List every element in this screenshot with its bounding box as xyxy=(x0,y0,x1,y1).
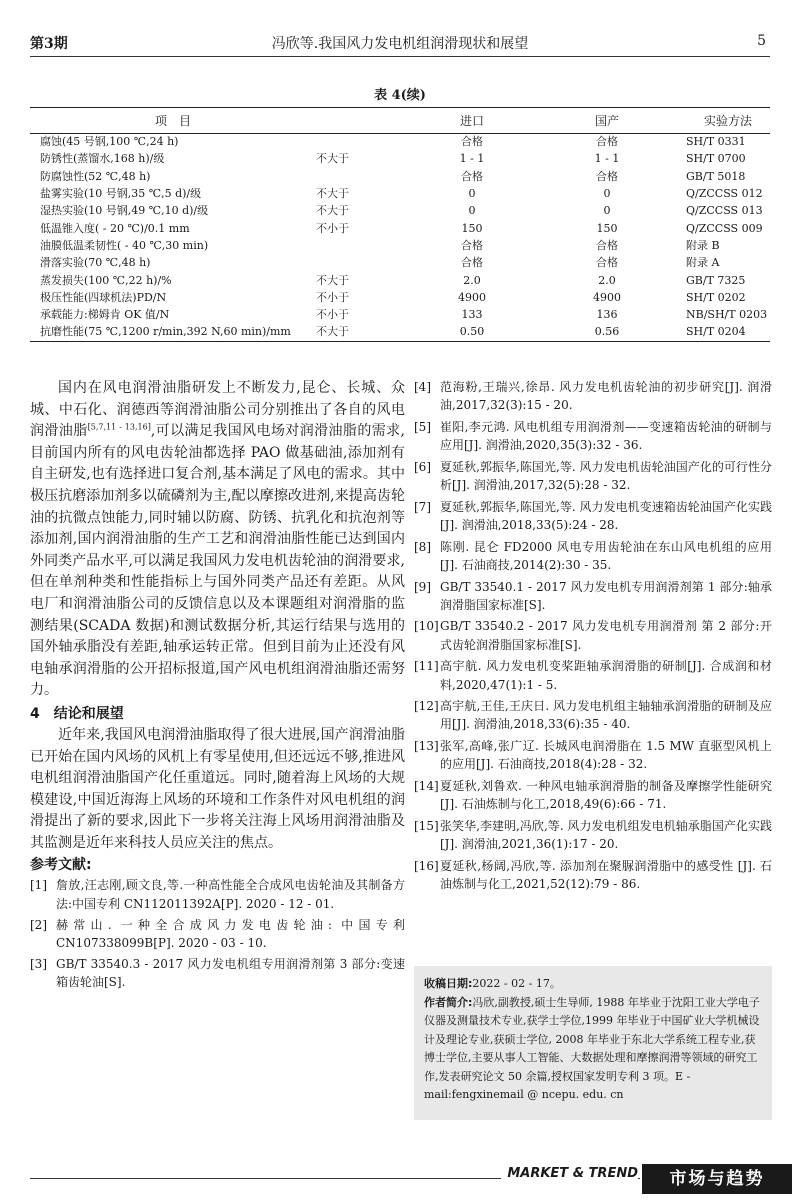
properties-table xyxy=(30,107,770,342)
cell-limit: 不大于 xyxy=(316,204,349,218)
cell-method: SH/T 0202 xyxy=(686,290,746,304)
reference-item xyxy=(414,657,772,693)
issue-number: 第3期 xyxy=(30,36,68,52)
reference-item xyxy=(414,498,772,534)
reference-number: [11] xyxy=(414,659,439,674)
reference-number: [15] xyxy=(414,818,439,833)
reference-number: [3] xyxy=(30,957,47,972)
cell-item: 油膜低温柔韧性( - 40 ℃,30 min) xyxy=(40,238,209,252)
cell-method: SH/T 0331 xyxy=(686,135,746,149)
reference-text: 高宇航,王佳,王庆日. 风力发电机组主轴轴承润滑脂的研制及应用[J]. 润滑油,2018,33(6):35 - 40. xyxy=(440,699,772,732)
cell-method: 附录 A xyxy=(686,256,720,270)
footer-section-english: MARKET & TREND xyxy=(501,1166,638,1181)
table-row xyxy=(30,255,770,272)
cell-import: 133 xyxy=(461,308,483,322)
table-row xyxy=(30,237,770,254)
reference-item xyxy=(414,538,772,574)
reference-text: 张笑华,李建明,冯欣,等. 风力发电机组发电机轴承脂国产化实践[J]. 润滑油,2021,36(1):17 - 20. xyxy=(440,818,772,852)
table-row xyxy=(30,324,770,341)
reference-text: 张军,高峰,张广辽. 长城风电润滑脂在 1.5 MW 直驱型风机上的应用[J]. 石油商技,2018(4):28 - 32. xyxy=(440,739,772,772)
header-import: 进口 xyxy=(459,113,484,128)
cell-limit xyxy=(316,134,412,151)
cell-import: 2.0 xyxy=(463,273,481,287)
reference-number: [6] xyxy=(414,459,431,474)
cell-import: 0 xyxy=(468,204,476,218)
cell-method: GB/T 5018 xyxy=(686,169,746,183)
cell-import: 1 - 1 xyxy=(459,152,485,166)
table-row xyxy=(30,220,770,237)
header-method: 实验方法 xyxy=(703,113,752,128)
cell-item: 承载能力:梯姆肯 OK 值/N xyxy=(40,308,170,322)
body-paragraph-2: 近年来,我国风电润滑油脂取得了很大进展,国产润滑油脂已开始在国内风场的风机上有零星使用,但还远远不够,推进风电机组润滑油脂国产化任重道远。同时,随着海上风场的大规模建设,中国近海海上风场的环境和工作条件对风电机组的润滑提出了新的要求,因此下一步将关注海上风场用润滑油脂及其监测是近年来科技人员应关注的焦点。 xyxy=(30,726,405,851)
table-row xyxy=(30,306,770,323)
cell-method: NB/SH/T 0203 xyxy=(686,308,768,322)
cell-limit: 不大于 xyxy=(316,152,349,166)
table-row xyxy=(30,134,770,151)
reference-item xyxy=(414,378,772,414)
reference-text: 崔阳,李元鸿. 风电机组专用润滑剂——变速箱齿轮油的研制与应用[J]. 润滑油,2020,35(3):32 - 36. xyxy=(440,419,772,453)
reference-text: 詹放,汪志刚,顾文良,等.一种高性能全合成风电齿轮油及其制备方法:中国专利 CN112011392A[P]. 2020 - 12 - 01. xyxy=(56,878,405,911)
reference-list-left xyxy=(30,876,405,991)
reference-number: [13] xyxy=(414,739,439,754)
reference-number: [1] xyxy=(30,878,47,893)
cell-item: 盐雾实验(10 号钢,35 ℃,5 d)/级 xyxy=(40,187,202,201)
footer-section-chinese: 市场与趋势 xyxy=(642,1164,792,1194)
left-column xyxy=(30,378,405,995)
cell-limit xyxy=(316,255,412,272)
cell-item: 抗磨性能(75 ℃,1200 r/min,392 N,60 min)/mm xyxy=(40,325,291,339)
cell-item: 腐蚀(45 号钢,100 ℃,24 h) xyxy=(40,135,179,149)
reference-item xyxy=(414,817,772,853)
reference-item xyxy=(30,916,405,952)
running-header xyxy=(30,33,770,57)
cell-limit xyxy=(316,168,412,185)
reference-number: [4] xyxy=(414,380,431,394)
cell-item: 防腐蚀性(52 ℃,48 h) xyxy=(40,169,151,183)
reference-text: GB/T 33540.2 - 2017 风力发电机专用润滑剂 第 2 部分:开式齿轮润滑脂国家标准[S]. xyxy=(440,619,772,652)
reference-item xyxy=(30,955,405,991)
header-limit xyxy=(316,108,412,134)
cell-import: 0 xyxy=(468,187,476,201)
reference-item xyxy=(414,458,772,494)
reference-text: 范海粉,王瑞兴,徐昂. 风力发电机齿轮油的初步研究[J]. 润滑油,2017,32(3):15 - 20. xyxy=(440,380,772,413)
reference-number: [14] xyxy=(414,779,439,794)
reference-number: [12] xyxy=(414,699,439,714)
table-body xyxy=(30,134,770,342)
cell-limit: 不小于 xyxy=(316,290,349,304)
reference-item xyxy=(414,697,772,733)
para1-text-a: 国内在风电润滑油脂研发上不断发力,昆仑、长城、众城、中石化、润德西等润滑油脂公司分别推出了各自的风电润滑油脂 xyxy=(30,380,405,440)
cell-domestic: 0 xyxy=(603,204,611,218)
cell-item: 蒸发损失(100 ℃,22 h)/% xyxy=(40,273,172,287)
body-paragraph-1 xyxy=(30,378,405,702)
reference-text: 高宇航. 风力发电机变桨距轴承润滑脂的研制[J]. 合成润和材料,2020,47(1):1 - 5. xyxy=(440,659,772,692)
header-item: 项 目 xyxy=(154,113,191,128)
cell-import: 合格 xyxy=(461,256,483,270)
reference-text: 夏延秋,郭振华,陈国光,等. 风力发电机齿轮油国产化的可行性分析[J]. 润滑油,2017,32(5):28 - 32. xyxy=(440,459,772,493)
reference-text: GB/T 33540.3 - 2017 风力发电机组专用润滑剂第 3 部分:变速箱齿轮油[S]. xyxy=(56,957,405,990)
cell-method: SH/T 0204 xyxy=(686,325,746,339)
table-row xyxy=(30,289,770,306)
cell-domestic: 0 xyxy=(603,187,611,201)
reference-item xyxy=(30,876,405,912)
cell-method: GB/T 7325 xyxy=(686,273,746,287)
table-row xyxy=(30,185,770,202)
citation: [5,7,11 - 13,16] xyxy=(87,422,151,432)
page-number: 5 xyxy=(757,33,766,49)
table-row xyxy=(30,168,770,185)
table-row xyxy=(30,151,770,168)
cell-import: 合格 xyxy=(461,135,483,149)
cell-import: 150 xyxy=(461,221,483,235)
cell-import: 4900 xyxy=(458,290,486,304)
cell-domestic: 4900 xyxy=(593,290,621,304)
cell-import: 0.50 xyxy=(459,325,485,339)
right-column xyxy=(414,378,772,897)
cell-domestic: 合格 xyxy=(596,169,618,183)
cell-limit: 不大于 xyxy=(316,325,349,339)
received-label: 收稿日期: xyxy=(424,977,473,990)
cell-limit xyxy=(316,237,412,254)
cell-item: 低温锥入度( - 20 ℃)/0.1 mm xyxy=(40,221,190,235)
para1-text-b: ,可以满足我国风电场对润滑油脂的需求,目前国内所有的风电齿轮油都选择 PAO 做基础油,添加剂有自主研发,也有选择进口复合剂,基本满足了风电的需求。其中极压抗磨添加剂多以硫磷剂为主,配以摩擦改进剂,来提高齿轮油的抗微点蚀能力,同时辅以防腐、防锈、抗乳化和抗泡剂等添加剂,国内润滑油脂的生产工艺和润滑油脂性能已达到国内外同类产品水平,可以满足我国风力发电机齿轮油的润滑要求,但在单剂种类和性能指标上与国外同类产品还有差距。从风电厂和润滑油脂公司的反馈信息以及本课题组对润滑脂的监测结果(SCADA 数据)和测试数据分析,其运行结果与选用的国外轴承脂没有差距,轴承运转正常。但到目前为止还没有风电轴承润滑脂的公开招标报道,国产风电机组润滑油脂还需努力。 xyxy=(30,423,405,699)
cell-item: 滑落实验(70 ℃,48 h) xyxy=(40,256,151,270)
reference-item xyxy=(414,857,772,893)
reference-text: 赫常山. 一种全合成风力发电齿轮油: 中国专利 CN107338099B[P]. 2020 - 03 - 10. xyxy=(56,917,405,951)
reference-text: 夏延秋,杨阔,冯欣,等. 添加剂在聚脲润滑脂中的感受性 [J]. 石油炼制与化工,2021,52(12):79 - 86. xyxy=(440,858,772,892)
reference-number: [5] xyxy=(414,419,431,434)
bio-label: 作者简介: xyxy=(424,995,473,1009)
reference-number: [10] xyxy=(414,619,439,634)
cell-domestic: 合格 xyxy=(596,238,618,252)
cell-item: 湿热实验(10 号钢,49 ℃,10 d)/级 xyxy=(40,204,209,218)
cell-limit: 不大于 xyxy=(316,187,349,201)
cell-method: Q/ZCCSS 013 xyxy=(686,204,763,218)
reference-text: GB/T 33540.1 - 2017 风力发电机专用润滑剂第 1 部分:轴承润滑脂国家标准[S]. xyxy=(440,579,772,612)
reference-item xyxy=(414,578,772,614)
reference-item xyxy=(414,418,772,454)
cell-item: 极压性能(四球机法)PD/N xyxy=(40,290,167,304)
table-caption: 表 4(续) xyxy=(374,88,426,103)
cell-domestic: 150 xyxy=(596,221,618,235)
running-title: 冯欣等.我国风力发电机组润滑现状和展望 xyxy=(271,36,529,52)
reference-number: [2] xyxy=(30,917,47,932)
cell-method: SH/T 0700 xyxy=(686,152,746,166)
reference-item xyxy=(414,737,772,773)
section-heading: 4 结论和展望 xyxy=(30,705,124,722)
reference-list-right xyxy=(414,378,772,893)
cell-limit: 不小于 xyxy=(316,308,349,322)
header-domestic: 国产 xyxy=(594,113,619,128)
author-bio: 冯欣,副教授,硕士生导师, 1988 年毕业于沈阳工业大学电子仪器及测量技术专业,获学士学位,1999 年毕业于中国矿业大学机械设计及理论专业,获硕士学位, 2008 年毕业于东北大学系统工程专业,获博士学位,主要从事人工智能、大数据处理和摩擦润滑等领域的研究工作,发表研究论文 50 余篇,授权国家发明专利 3 项。E - mail:fengxinemail @ ncepu. edu. cn xyxy=(424,995,760,1101)
cell-domestic: 2.0 xyxy=(598,273,616,287)
cell-import: 合格 xyxy=(461,238,483,252)
cell-item: 防锈性(蒸馏水,168 h)/级 xyxy=(40,152,165,166)
table-row xyxy=(30,272,770,289)
cell-method: Q/ZCCSS 009 xyxy=(686,221,763,235)
table-row xyxy=(30,203,770,220)
reference-number: [7] xyxy=(414,499,431,514)
reference-item xyxy=(414,617,772,653)
received-date: 2022 - 02 - 17。 xyxy=(472,977,561,990)
table-header-row xyxy=(30,108,770,134)
reference-text: 夏延秋,郭振华,陈国光,等. 风力发电机变速箱齿轮油国产化实践[J]. 润滑油,2018,33(5):24 - 28. xyxy=(440,499,772,532)
reference-number: [8] xyxy=(414,539,431,554)
reference-text: 夏延秋,刘鲁欢. 一种风电轴承润滑脂的制备及摩擦学性能研究[J]. 石油炼制与化工,2018,49(6):66 - 71. xyxy=(440,779,772,812)
cell-limit: 不大于 xyxy=(316,273,349,287)
cell-domestic: 合格 xyxy=(596,256,618,270)
cell-import: 合格 xyxy=(461,169,483,183)
reference-number: [9] xyxy=(414,579,431,594)
cell-domestic: 0.56 xyxy=(594,325,620,339)
reference-text: 陈刚. 昆仑 FD2000 风电专用齿轮油在东山风电机组的应用[J]. 石油商技,2014(2):30 - 35. xyxy=(440,539,772,572)
reference-item xyxy=(414,777,772,813)
reference-number: [16] xyxy=(414,858,439,873)
author-info-box xyxy=(414,966,772,1120)
cell-domestic: 合格 xyxy=(596,135,618,149)
cell-limit: 不小于 xyxy=(316,221,349,235)
cell-domestic: 136 xyxy=(596,308,618,322)
cell-domestic: 1 - 1 xyxy=(594,152,620,166)
cell-method: Q/ZCCSS 012 xyxy=(686,187,763,201)
references-heading: 参考文献: xyxy=(30,857,92,874)
cell-method: 附录 B xyxy=(686,238,720,252)
